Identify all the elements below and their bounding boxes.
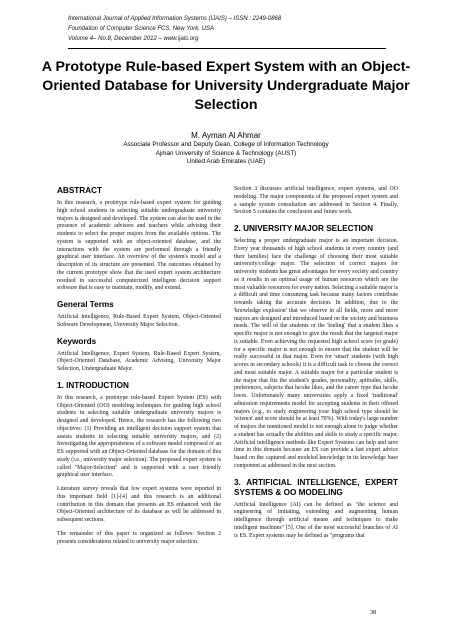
author-country: United Arab Emirates (UAE) bbox=[186, 158, 266, 165]
section-2-heading: 2. UNIVERSITY MAJOR SELECTION bbox=[234, 224, 374, 233]
introduction-paragraph-2: Literature survey reveals that few expert systems were reported in this important field [1]-[4] and this research is an additional contribution in this domain that presents an ES enhanced with the Object-Oriented architecture of its database as will be addressed in subsequent sections. bbox=[57, 486, 221, 523]
general-terms-text: Artificial Intelligence, Rule-Based Expert System, Object-Oriented Software Development, University Major Selection. bbox=[57, 314, 221, 328]
abstract-heading: ABSTRACT bbox=[57, 186, 103, 195]
journal-header bbox=[68, 14, 308, 52]
introduction-paragraph-4: Section 3 discusses artificial intelligence, expert systems, and OO modeling. The major components of the proposed expert system and a sample system consultation are addressed in Section 4. Finally, Section 5 contains the conclusion and future work. bbox=[234, 186, 398, 216]
general-terms-heading: General Terms bbox=[57, 300, 114, 309]
introduction-paragraph-3: The remainder of this paper is organized as follows: Section 2 presents considerations related to university major selection. bbox=[57, 530, 221, 545]
keywords-text: Artificial Intelligence, Expert System, Rule-Based Expert System, Object-Oriented Database, Academic Advising, University Major Selection, Undergraduate Major. bbox=[57, 350, 221, 372]
right-column bbox=[234, 186, 398, 546]
paper-title: A Prototype Rule-based Expert System with an Object-Oriented Database for University Undergraduate Major Selection bbox=[41, 59, 411, 113]
introduction-paragraph-1: In this research, a prototype rule-based Expert System (ES) with Object-Oriented (OO) modeling techniques for guiding high school students in selecting suitable undergraduate university majors is designed and developed. Hence, the research has the following two objectives: (1) Providing an intelligent decision support system that assists students in selecting suitable university majors, and (2) Investigating the appropriateness of a software model composed of an ES supported with an Object-Oriented database for the domain of this study (i.e., university major selection). The proposed expert system is called "Major-Selection" and is supported with a user friendly graphical user interface. bbox=[57, 394, 221, 479]
keywords-heading: Keywords bbox=[57, 336, 97, 346]
section-3-heading: 3. ARTIFICIAL INTELLIGENCE, EXPERT SYSTEMS & OO MODELING bbox=[234, 477, 398, 497]
left-column bbox=[57, 186, 221, 552]
author-position: Associate Professor and Deputy Dean, College of Information Technology bbox=[123, 141, 329, 148]
journal-volume: Volume 4– No.8, December 2012 – www.ijais.org bbox=[68, 36, 199, 42]
section-3-text: Artificial Intelligence (AI) can be defined as "the science and engineering of imitating, extending and augmenting human intelligence through artificial means and techniques to make intelligent machines" [5]. One of the most successful branches of AI is ES. Expert systems may be defined as "programs that bbox=[234, 501, 398, 539]
page-number: 38 bbox=[370, 610, 376, 616]
journal-publisher: Foundation of Computer Science FCS, New York, USA bbox=[68, 26, 214, 32]
introduction-heading: 1. INTRODUCTION bbox=[57, 380, 129, 390]
header-rule bbox=[68, 48, 386, 49]
section-2-text: Selecting a proper undergraduate major is an important decision. Every year thousands of high school students in every country (and their families) face the challenge of choosing their most suitable university/college major. The selection of correct majors for university students has great advantages for every society and country as it results in an optimal usage of human resources which are the most valuable resources for every nation. Selecting a suitable major is a difficult and time consuming task because many factors contribute towards taking the accurate decision. In addition, due to the 'knowledge explosion' that we observe in all fields, more and more majors are designed and introduced based on the society and business needs. The will of the students or the 'feeling' that a student likes a specific major is not enough to give the result that the targeted major is suitable. Even achieving the requested high school score (or grade) for a specific major is not enough to ensure that the student will be really successful in that major. Even for 'smart' students (with high scores in secondary schools) it is a difficult task to choose the correct and most suitable major. A suitable major for a particular student is the major that fits the student's grades, personality, aptitudes, skills, preferences, subjects that he/she likes, and the career type that he/she loves. Unfortunately many universities apply a fixed 'traditional' admission requirements model for accepting students in their offered majors (e.g., to study engineering your high school type should be 'science' and score should be at least 70%). With today's large number of majors the mentioned model is not enough alone to judge whether a student has actually the abilities and skills to study a specific major. Artificial intelligence methods like Expert Systems can help and save time in this domain because an ES can provide a fast expert advice based on the captured and modeled knowledge in its knowledge base component as addressed in the next section. bbox=[234, 238, 398, 469]
journal-name: International Journal of Applied Information Systems (IJAIS) – ISSN : 2249-0868 bbox=[68, 16, 282, 22]
author-block bbox=[40, 130, 412, 167]
author-name: M. Ayman Al Ahmar bbox=[191, 131, 261, 140]
abstract-text: In this research, a prototype rule-based expert system for guiding high school students in selecting suitable undergraduate university majors is designed and developed. The system can also be used in the presence of academic advisors and teachers while advising their students to select the proper majors from the available options. The system is supported with an object-oriented database, and the interactions with the system are performed through a friendly graphical user interface. An overview of the system's model and a description of its structure are presented. The outcomes obtained by the current prototype show that the used expert system architecture resulted in successful computerized intelligent decision support software that is easy to maintain, modify, and extend. bbox=[57, 200, 221, 292]
author-university: Ajman University of Science & Technology (AUST) bbox=[155, 149, 297, 157]
